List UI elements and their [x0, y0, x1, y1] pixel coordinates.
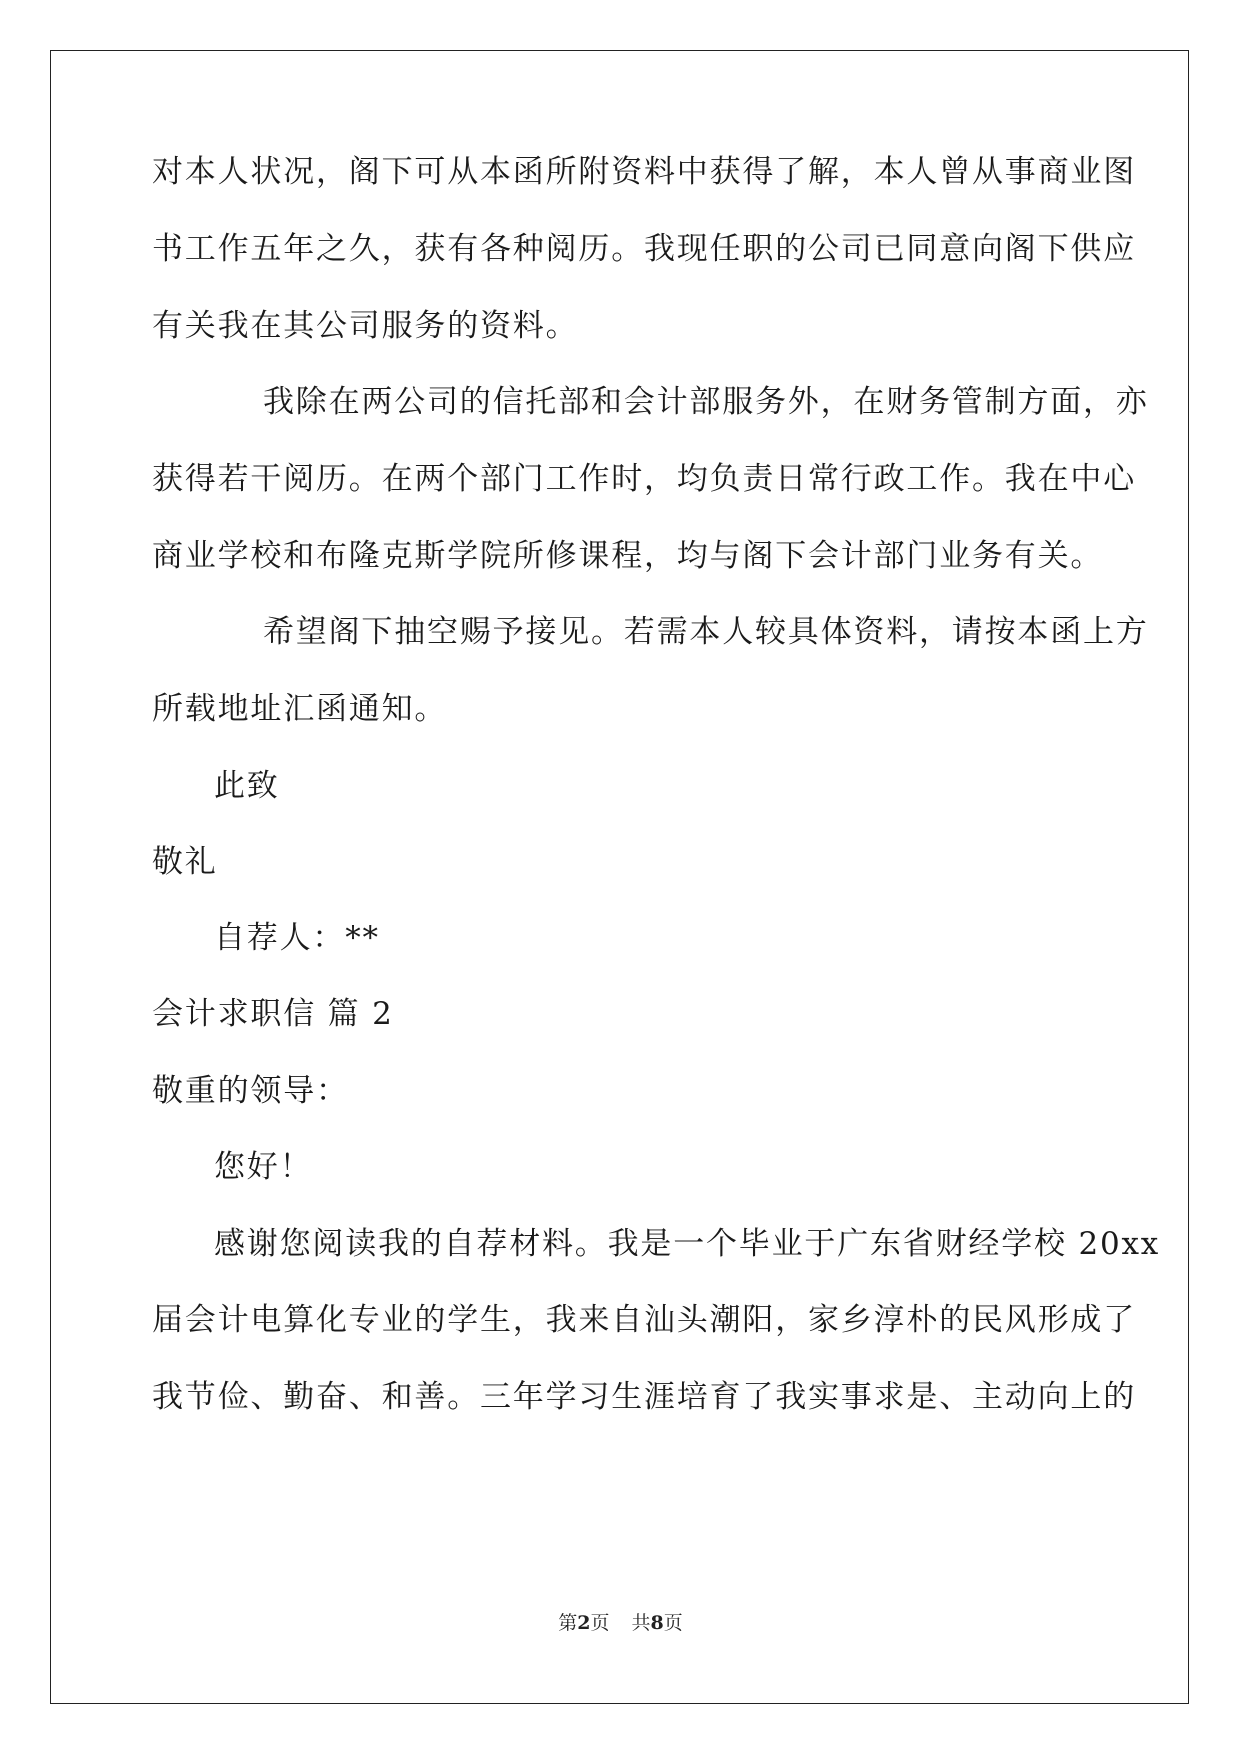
page-border	[50, 50, 1189, 1704]
page-total: 8	[650, 1612, 664, 1634]
greeting: 敬重的领导：	[152, 1073, 349, 1109]
body-line: 我除在两公司的信托部和会计部服务外，在财务管制方面，亦	[263, 384, 1149, 420]
body-line: 所载地址汇函通知。	[152, 691, 448, 727]
body-line: 书工作五年之久，获有各种阅历。我现任职的公司已同意向阁下供应	[152, 231, 1136, 267]
signature-line: 自荐人：**	[214, 920, 380, 956]
body-line: 获得若干阅历。在两个部门工作时，均负责日常行政工作。我在中心	[152, 461, 1136, 497]
body-line: 希望阁下抽空赐予接见。若需本人较具体资料，请按本函上方	[263, 614, 1149, 650]
body-line: 届会计电算化专业的学生，我来自汕头潮阳，家乡淳朴的民风形成了	[152, 1302, 1136, 1338]
section-heading: 会计求职信 篇 2	[152, 996, 394, 1032]
page-current: 2	[577, 1612, 591, 1634]
body-line: 对本人状况，阁下可从本函所附资料中获得了解，本人曾从事商业图	[152, 154, 1136, 190]
total-label-prefix: 共	[631, 1612, 651, 1634]
closing-regards: 敬礼	[152, 844, 218, 880]
closing-salutation: 此致	[214, 768, 280, 804]
total-label-suffix: 页	[663, 1612, 683, 1634]
page-label-suffix: 页	[590, 1612, 610, 1634]
body-line: 有关我在其公司服务的资料。	[152, 308, 579, 344]
body-line: 我节俭、勤奋、和善。三年学习生涯培育了我实事求是、主动向上的	[152, 1379, 1136, 1415]
page-footer	[0, 1611, 1241, 1635]
body-line: 感谢您阅读我的自荐材料。我是一个毕业于广东省财经学校 20xx	[214, 1226, 1161, 1262]
body-line: 商业学校和布隆克斯学院所修课程，均与阁下会计部门业务有关。	[152, 538, 1104, 574]
page-label-prefix: 第	[558, 1612, 578, 1634]
greeting-hello: 您好！	[214, 1149, 313, 1185]
